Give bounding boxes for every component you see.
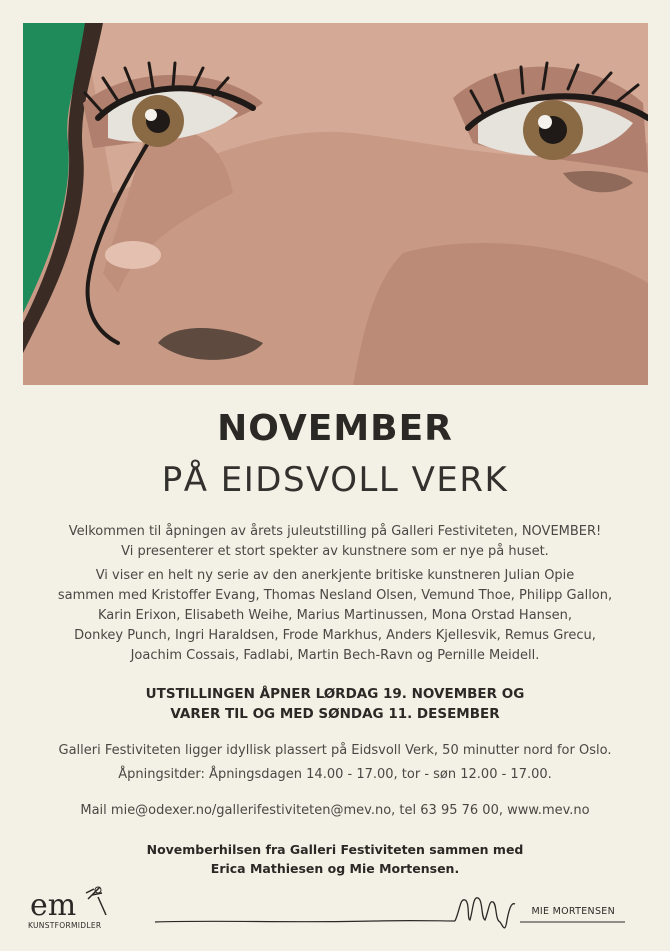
artists-line: Vi viser en helt ny serie av den anerkjente britiske kunstneren Julian Opie [95, 568, 575, 583]
portrait-artwork [23, 23, 648, 385]
dates-line: VARER TIL OG MED SØNDAG 11. DESEMBER [170, 706, 500, 722]
contact-info: Mail mie@odexer.no/gallerifestiviteten@mev.no, tel 63 95 76 00, www.mev.no [80, 803, 590, 818]
portrait-artwork-image [23, 23, 648, 385]
artists-line: Karin Erixon, Elisabeth Weihe, Marius Martinussen, Mona Orstad Hansen, [97, 608, 573, 623]
artists-line: Joachim Cossais, Fadlabi, Martin Bech-Ravn og Pernille Meidell. [130, 648, 540, 663]
em-logo [28, 885, 118, 945]
artists-line: sammen med Kristoffer Evang, Thomas Nesland Olsen, Vemund Thoe, Philipp Gallon, [57, 588, 613, 603]
logo-caption: KUNSTFORMIDLER [28, 921, 102, 930]
page-subtitle: PÅ EIDSVOLL VERK [161, 460, 509, 500]
artists-paragraph [40, 566, 630, 666]
signature-block [155, 890, 635, 940]
intro-paragraph [40, 522, 630, 562]
intro-line: Velkommen til åpningen av årets juleutstilling på Galleri Festiviteten, NOVEMBER! [68, 524, 602, 539]
greeting-line: Erica Mathiesen og Mie Mortensen. [210, 861, 460, 876]
page-title: NOVEMBER [217, 408, 453, 449]
greeting-line: Novemberhilsen fra Galleri Festiviteten sammen med [146, 842, 524, 857]
signature-name: MIE MORTENSEN [531, 906, 615, 917]
logo-mark-icon [28, 885, 118, 921]
intro-line: Vi presenterer et stort spekter av kunstnere som er nye på huset. [121, 544, 549, 559]
svg-text:em: em [30, 888, 77, 921]
opening-hours: Åpningsitder: Åpningsdagen 14.00 - 17.00, tor - søn 12.00 - 17.00. [118, 767, 552, 782]
greeting [40, 840, 630, 878]
dates-line: UTSTILLINGEN ÅPNER LØRDAG 19. NOVEMBER OG [145, 686, 525, 702]
artists-line: Donkey Punch, Ingri Haraldsen, Frode Markhus, Anders Kjellesvik, Remus Grecu, [74, 628, 596, 643]
location-text: Galleri Festiviteten ligger idyllisk plassert på Eidsvoll Verk, 50 minutter nord for Oslo. [58, 743, 612, 758]
exhibition-dates [40, 684, 630, 724]
